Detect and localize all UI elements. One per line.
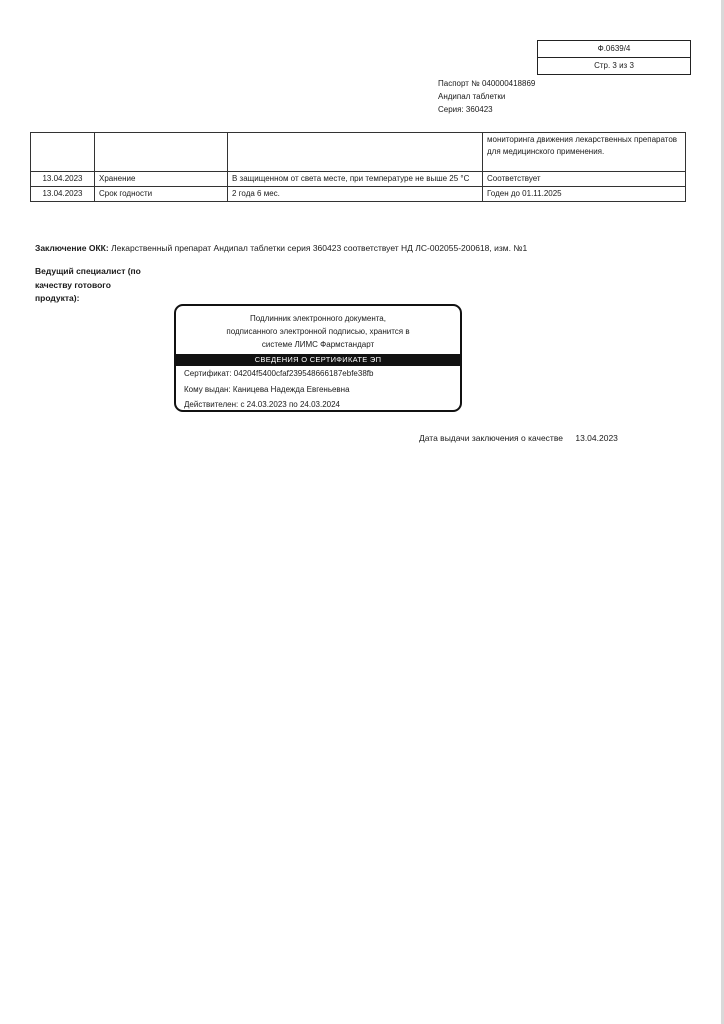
certificate-owner: Кому выдан: Каницева Надежда Евгеньевна [184,384,350,394]
row-norm: В защищенном от света месте, при температуре не выше 25 °С [228,172,483,187]
series-number: Серия: 360423 [438,105,493,114]
signature-header [176,306,460,351]
table-row [31,133,686,172]
results-table [30,132,686,202]
page-number: Стр. 3 из 3 [538,57,690,74]
row-date: 13.04.2023 [31,187,95,202]
conclusion-label: Заключение ОКК: [35,243,109,253]
form-code-box [537,40,691,75]
certificate-number: Сертификат: 04204f5400cfaf239548666187ebfe38fb [184,369,374,378]
certificate-info-bar: СВЕДЕНИЯ О СЕРТИФИКАТЕ ЭП [176,354,460,366]
issue-date-label: Дата выдачи заключения о качестве [419,433,563,443]
conclusion-text: Лекарственный препарат Андипал таблетки серия 360423 соответствует НД ЛС-002055-200618, изм. №1 [111,243,528,253]
row-indicator [95,133,228,172]
product-name: Андипал таблетки [438,92,506,101]
row-date: 13.04.2023 [31,172,95,187]
table-row [31,172,686,187]
issue-date-value: 13.04.2023 [575,433,618,443]
row-norm [228,133,483,172]
passport-number: Паспорт № 040000418869 [438,79,536,88]
certificate-validity: Действителен: с 24.03.2023 по 24.03.2024 [184,400,340,409]
signature-line-1: Подлинник электронного документа, [250,314,386,323]
row-result: Соответствует [483,172,686,187]
row-date [31,133,95,172]
row-result: Годен до 01.11.2025 [483,187,686,202]
signature-line-3: системе ЛИМС Фармстандарт [261,340,375,349]
table-row [31,187,686,202]
row-indicator: Хранение [95,172,228,187]
row-norm: 2 года 6 мес. [228,187,483,202]
form-code: Ф.0639/4 [597,44,631,53]
row-indicator: Срок годности [95,187,228,202]
passport-block [438,77,535,116]
specialist-label: Ведущий специалист (по качеству готового продукта): [35,266,141,303]
e-signature-stamp [174,304,462,412]
issue-date [419,433,618,443]
signature-line-2: подписанного электронной подписью, хранится в [226,327,410,336]
row-result: мониторинга движения лекарственных препаратов для медицинского применения. [483,133,686,172]
qc-conclusion [35,243,527,253]
